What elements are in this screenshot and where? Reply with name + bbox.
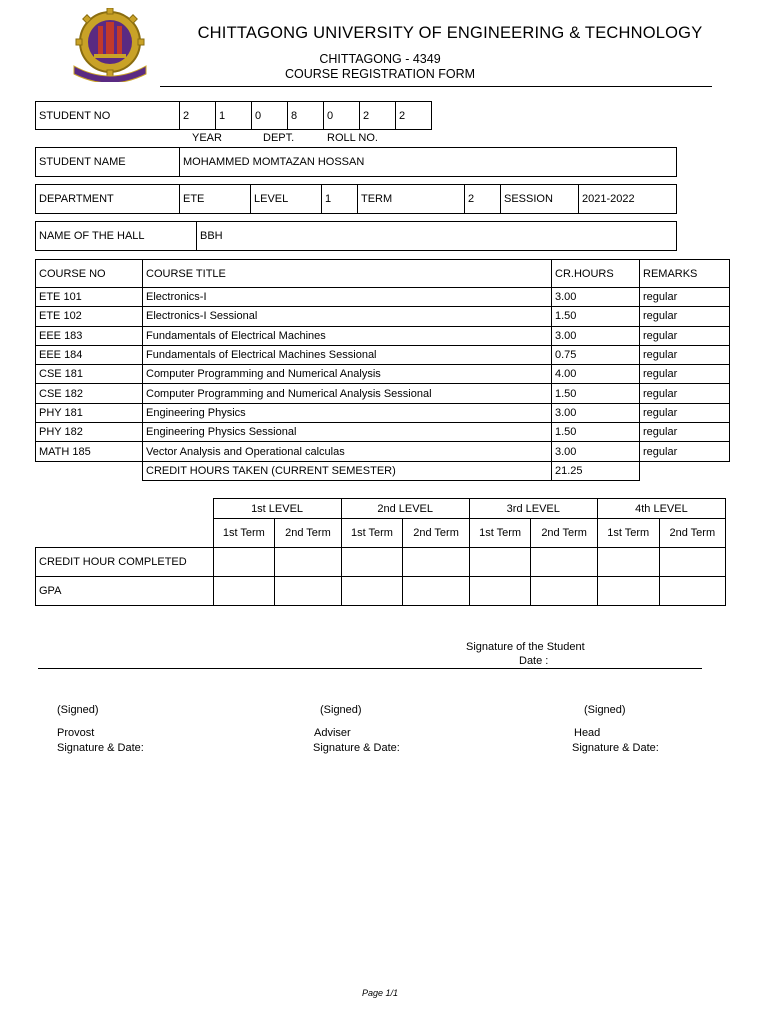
term-label: TERM xyxy=(358,185,465,214)
level-value[interactable]: 1 xyxy=(322,185,358,214)
course-no: CSE 182 xyxy=(36,384,143,403)
table-row xyxy=(36,442,730,461)
term-header: 2nd Term xyxy=(275,519,341,548)
year-label: YEAR xyxy=(192,132,222,144)
course-table xyxy=(35,259,730,481)
credit-completed-label: CREDIT HOUR COMPLETED xyxy=(36,548,214,577)
student-no-digit[interactable]: 1 xyxy=(216,102,252,130)
course-no: CSE 181 xyxy=(36,365,143,384)
session-value[interactable]: 2021-2022 xyxy=(579,185,677,214)
course-title: Fundamentals of Electrical Machines Sessional xyxy=(143,345,552,364)
adviser-signed: (Signed) xyxy=(320,704,362,716)
table-row xyxy=(36,307,730,326)
credit-cell[interactable] xyxy=(597,548,659,577)
hall-label: NAME OF THE HALL xyxy=(36,222,197,251)
table-row xyxy=(36,384,730,403)
header-divider xyxy=(160,86,712,87)
total-spacer xyxy=(36,461,143,480)
cuet-logo-icon xyxy=(68,8,152,82)
course-hours: 1.50 xyxy=(552,307,640,326)
table-row xyxy=(36,403,730,422)
course-title: Engineering Physics Sessional xyxy=(143,423,552,442)
course-no: MATH 185 xyxy=(36,442,143,461)
provost-label: Provost xyxy=(57,727,95,739)
term-header: 1st Term xyxy=(597,519,659,548)
term-header: 1st Term xyxy=(213,519,275,548)
gpa-cell[interactable] xyxy=(213,577,275,606)
provost-sig-date: Signature & Date: xyxy=(57,742,144,754)
course-remarks: regular xyxy=(640,442,730,461)
credit-cell[interactable] xyxy=(469,548,531,577)
term-header: 2nd Term xyxy=(531,519,597,548)
course-hours: 3.00 xyxy=(552,288,640,307)
course-remarks: regular xyxy=(640,288,730,307)
course-remarks: regular xyxy=(640,403,730,422)
course-remarks: regular xyxy=(640,307,730,326)
student-signature-label: Signature of the Student xyxy=(466,641,585,653)
student-no-table xyxy=(35,101,432,130)
table-row xyxy=(36,288,730,307)
history-corner xyxy=(36,499,214,519)
hall-value[interactable]: BBH xyxy=(197,222,677,251)
student-no-digit[interactable]: 2 xyxy=(180,102,216,130)
level-1-header: 1st LEVEL xyxy=(213,499,341,519)
adviser-sig-date: Signature & Date: xyxy=(313,742,400,754)
student-no-digit[interactable]: 0 xyxy=(324,102,360,130)
student-name-table xyxy=(35,147,677,177)
term-header: 2nd Term xyxy=(659,519,725,548)
level-4-header: 4th LEVEL xyxy=(597,499,725,519)
course-no: ETE 101 xyxy=(36,288,143,307)
course-no: EEE 183 xyxy=(36,326,143,345)
roll-label: ROLL NO. xyxy=(327,132,378,144)
course-no: PHY 181 xyxy=(36,403,143,422)
gpa-cell[interactable] xyxy=(275,577,341,606)
course-title: Computer Programming and Numerical Analysis xyxy=(143,365,552,384)
adviser-label: Adviser xyxy=(314,727,351,739)
gpa-cell[interactable] xyxy=(469,577,531,606)
course-title: Vector Analysis and Operational calculas xyxy=(143,442,552,461)
course-no-header: COURSE NO xyxy=(36,260,143,288)
total-hours: 21.25 xyxy=(552,461,640,480)
date-label: Date : xyxy=(519,655,549,667)
gpa-cell[interactable] xyxy=(341,577,403,606)
level-3-header: 3rd LEVEL xyxy=(469,499,597,519)
table-row xyxy=(36,423,730,442)
department-label: DEPARTMENT xyxy=(36,185,180,214)
level-2-header: 2nd LEVEL xyxy=(341,499,469,519)
course-remarks: regular xyxy=(640,365,730,384)
course-title: Fundamentals of Electrical Machines xyxy=(143,326,552,345)
course-hours: 1.50 xyxy=(552,423,640,442)
term-header: 1st Term xyxy=(469,519,531,548)
head-signed: (Signed) xyxy=(584,704,626,716)
course-title: Computer Programming and Numerical Analysis Sessional xyxy=(143,384,552,403)
student-name-label: STUDENT NAME xyxy=(36,148,180,177)
student-no-digit[interactable]: 8 xyxy=(288,102,324,130)
total-row xyxy=(36,461,730,480)
course-hours: 1.50 xyxy=(552,384,640,403)
course-remarks: regular xyxy=(640,345,730,364)
course-no: EEE 184 xyxy=(36,345,143,364)
table-row xyxy=(36,326,730,345)
gpa-cell[interactable] xyxy=(659,577,725,606)
course-hours: 3.00 xyxy=(552,326,640,345)
course-hours: 0.75 xyxy=(552,345,640,364)
remarks-header: REMARKS xyxy=(640,260,730,288)
history-corner xyxy=(36,519,214,548)
gpa-label: GPA xyxy=(36,577,214,606)
course-title: Electronics-I xyxy=(143,288,552,307)
credit-cell[interactable] xyxy=(275,548,341,577)
gpa-cell[interactable] xyxy=(531,577,597,606)
course-title: Electronics-I Sessional xyxy=(143,307,552,326)
course-remarks: regular xyxy=(640,326,730,345)
credit-cell[interactable] xyxy=(341,548,403,577)
course-title: Engineering Physics xyxy=(143,403,552,422)
course-hours: 4.00 xyxy=(552,365,640,384)
gpa-cell[interactable] xyxy=(597,577,659,606)
total-label: CREDIT HOURS TAKEN (CURRENT SEMESTER) xyxy=(143,461,552,480)
course-remarks: regular xyxy=(640,384,730,403)
university-title: CHITTAGONG UNIVERSITY OF ENGINEERING & TECHNOLOGY xyxy=(197,24,703,42)
level-label: LEVEL xyxy=(251,185,322,214)
student-no-label: STUDENT NO xyxy=(36,102,180,130)
term-header: 2nd Term xyxy=(403,519,469,548)
student-no-digit[interactable]: 2 xyxy=(360,102,396,130)
cr-hours-header: CR.HOURS xyxy=(552,260,640,288)
student-no-digit[interactable]: 0 xyxy=(252,102,288,130)
page-number: Page 1/1 xyxy=(361,988,399,998)
department-value[interactable]: ETE xyxy=(180,185,251,214)
table-row xyxy=(36,345,730,364)
credit-cell[interactable] xyxy=(659,548,725,577)
head-sig-date: Signature & Date: xyxy=(572,742,659,754)
credit-cell[interactable] xyxy=(531,548,597,577)
term-value[interactable]: 2 xyxy=(465,185,501,214)
hall-table xyxy=(35,221,677,251)
student-name-value[interactable]: MOHAMMED MOMTAZAN HOSSAN xyxy=(180,148,677,177)
course-title-header: COURSE TITLE xyxy=(143,260,552,288)
provost-signed: (Signed) xyxy=(57,704,99,716)
course-remarks: regular xyxy=(640,423,730,442)
signature-line xyxy=(38,668,702,669)
dept-label: DEPT. xyxy=(263,132,295,144)
city-line: CHITTAGONG - 4349 xyxy=(319,52,441,66)
table-row xyxy=(36,365,730,384)
session-label: SESSION xyxy=(501,185,579,214)
department-table xyxy=(35,184,677,214)
course-hours: 3.00 xyxy=(552,442,640,461)
course-no: ETE 102 xyxy=(36,307,143,326)
course-hours: 3.00 xyxy=(552,403,640,422)
student-no-digit[interactable]: 2 xyxy=(396,102,432,130)
gpa-cell[interactable] xyxy=(403,577,469,606)
total-spacer xyxy=(640,461,730,480)
term-header: 1st Term xyxy=(341,519,403,548)
form-title: COURSE REGISTRATION FORM xyxy=(284,67,476,81)
credit-cell[interactable] xyxy=(403,548,469,577)
head-label: Head xyxy=(574,727,601,739)
course-no: PHY 182 xyxy=(36,423,143,442)
level-history-table xyxy=(35,498,726,606)
credit-cell[interactable] xyxy=(213,548,275,577)
